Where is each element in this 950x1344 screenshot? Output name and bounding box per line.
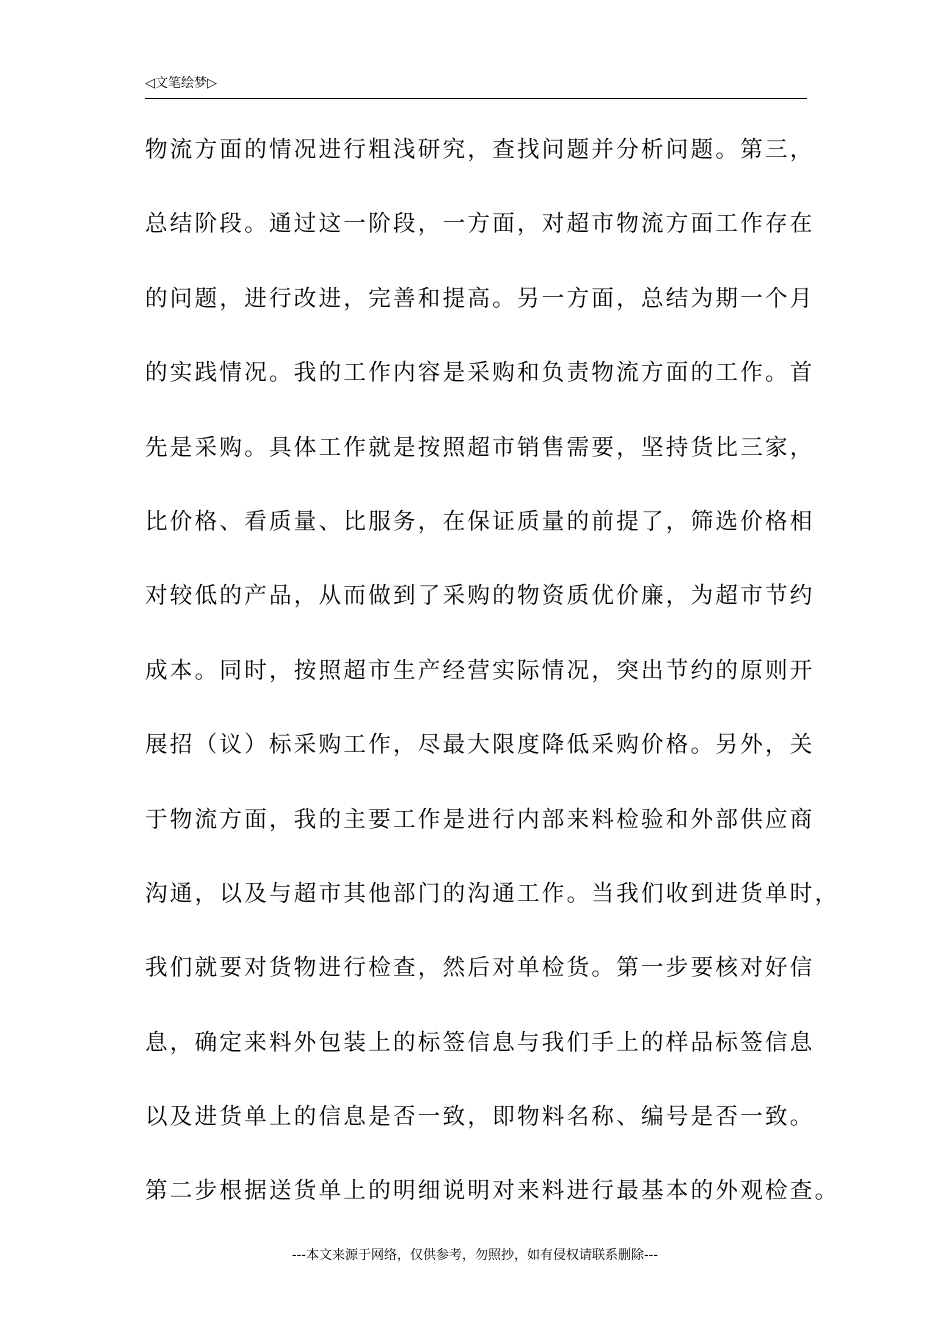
text-line: 总结阶段。通过这一阶段，一方面，对超市物流方面工作存在 xyxy=(145,211,815,238)
text-line: 比价格、看质量、比服务，在保证质量的前提了，筛选价格相 xyxy=(145,508,815,535)
header-title: ◁文笔绘梦▷ xyxy=(145,76,217,91)
text-line: 的实践情况。我的工作内容是采购和负责物流方面的工作。首 xyxy=(145,360,815,387)
text-line: 物流方面的情况进行粗浅研究，查找问题并分析问题。第三， xyxy=(145,137,815,163)
text-line: 先是采购。具体工作就是按照超市销售需要，坚持货比三家， xyxy=(145,434,815,461)
text-line: 沟通，以及与超市其他部门的沟通工作。当我们收到进货单时， xyxy=(145,880,840,907)
text-line: 以及进货单上的信息是否一致，即物料名称、编号是否一致。 xyxy=(145,1104,815,1131)
document-body xyxy=(145,128,840,1244)
text-line: 对较低的产品，从而做到了采购的物资质优价廉，为超市节约 xyxy=(145,583,815,610)
text-line: 第二步根据送货单上的明细说明对来料进行最基本的外观检查。 xyxy=(145,1178,840,1205)
text-line: 我们就要对货物进行检查，然后对单检货。第一步要核对好信 xyxy=(145,955,815,982)
text-line: 于物流方面，我的主要工作是进行内部来料检验和外部供应商 xyxy=(145,806,815,833)
text-line: 的问题，进行改进，完善和提高。另一方面，总结为期一个月 xyxy=(145,285,815,312)
text-line: 展招（议）标采购工作，尽最大限度降低采购价格。另外，关 xyxy=(145,732,815,759)
page-footer: ---本文来源于网络，仅供参考，勿照抄，如有侵权请联系删除--- xyxy=(291,1248,659,1263)
page-header xyxy=(145,74,807,99)
text-line: 成本。同时，按照超市生产经营实际情况，突出节约的原则开 xyxy=(145,657,815,684)
text-line: 息，确定来料外包装上的标签信息与我们手上的样品标签信息 xyxy=(145,1029,815,1056)
